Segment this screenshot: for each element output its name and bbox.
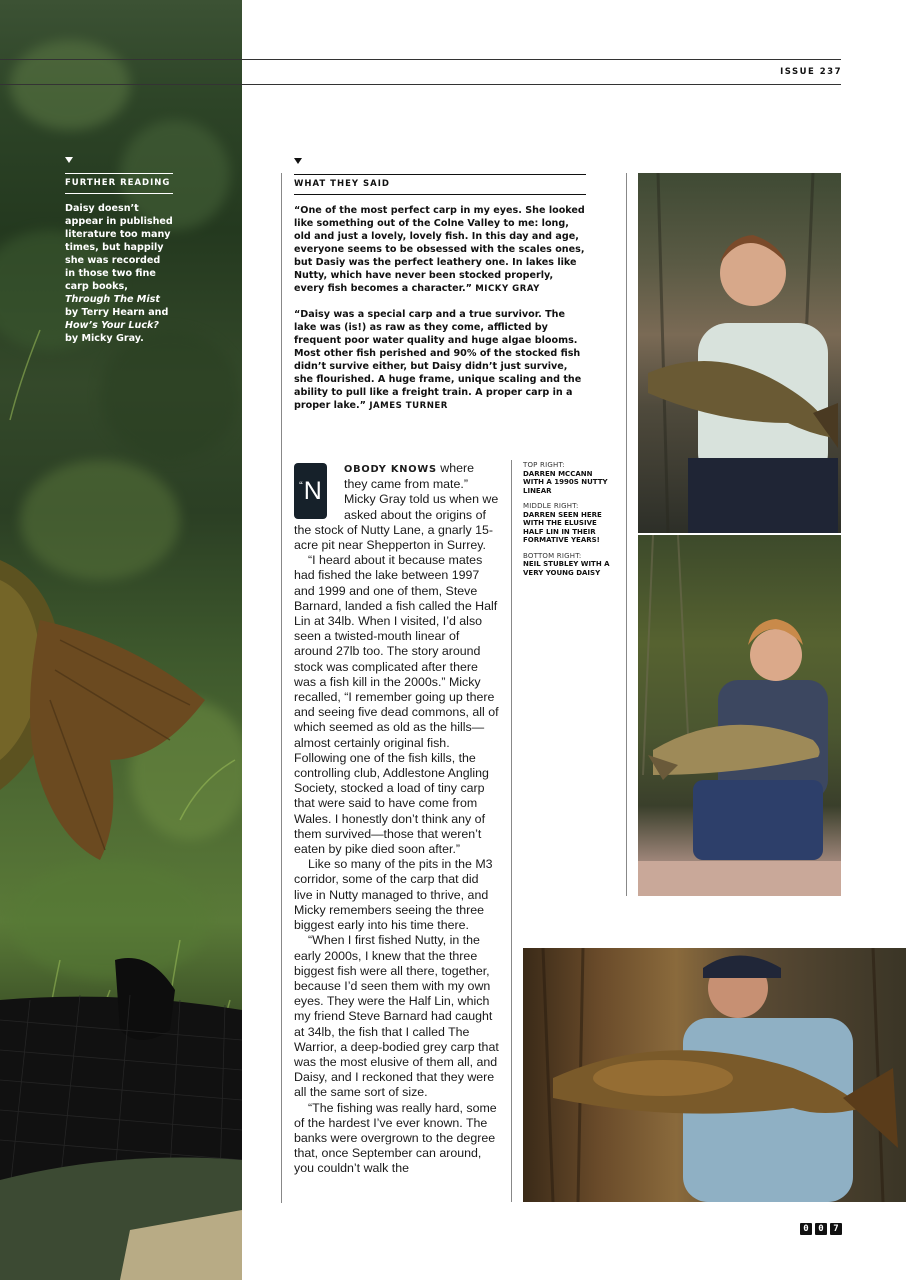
photo-top-right: [638, 173, 841, 533]
article-paragraph: Like so many of the pits in the M3 corridor, some of the carp that did live in Nutty managed to thrive, and Micky remembers seeing the three biggest early into his time there.: [294, 857, 493, 933]
caption-label: TOP RIGHT:: [523, 461, 565, 469]
fr-book-title-2: How’s Your Luck?: [65, 320, 159, 331]
quote-micky-gray: [294, 204, 586, 296]
page-number: [800, 1223, 842, 1235]
photo-captions: [523, 461, 613, 584]
further-reading-body: [65, 202, 173, 345]
fr-text-3: by Micky Gray.: [65, 333, 144, 344]
column-rule-right: [626, 173, 627, 896]
photo-middle-right: [638, 535, 841, 896]
triangle-marker-icon: [294, 158, 302, 164]
drop-cap-quote: “: [299, 479, 303, 492]
caption-text: NEIL STUBLEY WITH A VERY YOUNG DAISY: [523, 560, 610, 577]
article-lead-in: OBODY KNOWS: [344, 464, 437, 475]
article-body: [294, 461, 500, 1177]
fr-text-1: Daisy doesn’t appear in published literature too many times, but happily she was recorded in those two fine carp books,: [65, 203, 173, 292]
quote-james-turner: [294, 308, 586, 413]
article-paragraph: “When I first fished Nutty, in the early 2000s, I knew that the three biggest fish were all there, together, because I’d seen them with my own eyes. They were the Half Lin, which my friend Steve Barnard had caught at 34lb, the fish that I called The Warrior, a deep-bodied grey carp that was the most elusive of them all, and Daisy, and I reckoned that they were all the same sort of size.: [294, 933, 499, 1100]
article-paragraph: “I heard about it because mates had fished the lake between 1997 and 1999 and one of them, Steve Barnard, landed a fish called the Half Lin at 34lb. When I visited, I’d also seen a twisted-mouth linear of around 27lb too. The story around stock was complicated after there was a fish kill in the 2000s.” Micky recalled, “I remember going up there and seeing five dead commons, all of which seemed as old as the hills—almost certainly original fish. Following one of the fish kills, the controlling club, Addlestone Angling Society, stocked a load of tiny carp that were said to have come from Wales. I honestly don’t think any of them survived—those that weren’t eaten by pike died soon after.”: [294, 553, 499, 857]
quote-attribution: MICKY GRAY: [475, 284, 540, 294]
photo-bottom-right: [523, 948, 906, 1202]
header-rule-bottom: [0, 84, 841, 85]
article-paragraph: [294, 461, 500, 553]
fr-book-title-1: Through The Mist: [65, 294, 160, 305]
what-they-said-heading: WHAT THEY SAID: [294, 174, 586, 195]
caption-text: DARREN SEEN HERE WITH THE ELUSIVE HALF LIN IN THEIR FORMATIVE YEARS!: [523, 510, 602, 544]
header-rule-top: [0, 59, 841, 60]
what-they-said-box: [294, 158, 586, 413]
caption-text: DARREN MCCANN WITH A 1990S NUTTY LINEAR: [523, 469, 608, 495]
triangle-marker-icon: [65, 157, 73, 163]
quote-text: “One of the most perfect carp in my eyes. She looked like something out of the Colne Valley to me: long, old and just a lovely, lovely fish. In this day and age, everyone seems to be obsessed with the scales ones, but Dasiy was the perfect leathery one. In lakes like Nutty, which have never been stocked properly, every fish becomes a character.”: [294, 205, 585, 294]
drop-cap: [294, 463, 327, 519]
caption-label: MIDDLE RIGHT:: [523, 502, 579, 510]
column-rule-middle: [511, 460, 512, 1202]
issue-number: ISSUE 237: [780, 67, 842, 77]
page-number-digit: 7: [830, 1223, 842, 1235]
further-reading-sidebar: [65, 157, 173, 345]
page-number-digit: 0: [815, 1223, 827, 1235]
quote-text: “Daisy was a special carp and a true survivor. The lake was (is!) as raw as they come, afflicted by frequent poor water quality and huge algae blooms. Most other fish perished and 90% of the stocked fish didn’t survive either, but Daisy didn’t just survive, she flourished. A huge frame, unique scaling and the ability to pull like a freight train. A proper carp in a proper lake.”: [294, 309, 582, 411]
caption-label: BOTTOM RIGHT:: [523, 551, 582, 560]
further-reading-heading: FURTHER READING: [65, 173, 173, 194]
fr-text-2: by Terry Hearn and: [65, 307, 169, 318]
article-paragraph: “The fishing was really hard, some of the hardest I’ve ever known. The banks were overgrown to the degree that, once September can around, you couldn’t walk the: [294, 1100, 497, 1176]
quote-attribution: JAMES TURNER: [369, 401, 448, 411]
drop-cap-letter: N: [303, 476, 322, 505]
column-rule-left: [281, 173, 282, 1203]
article-text: where they came from mate.” Micky Gray told us when we asked about the origins of the stock of Nutty Lane, a gnarly 15-acre pit near Shepperton in Surrey.: [294, 461, 499, 553]
page-number-digit: 0: [800, 1223, 812, 1235]
